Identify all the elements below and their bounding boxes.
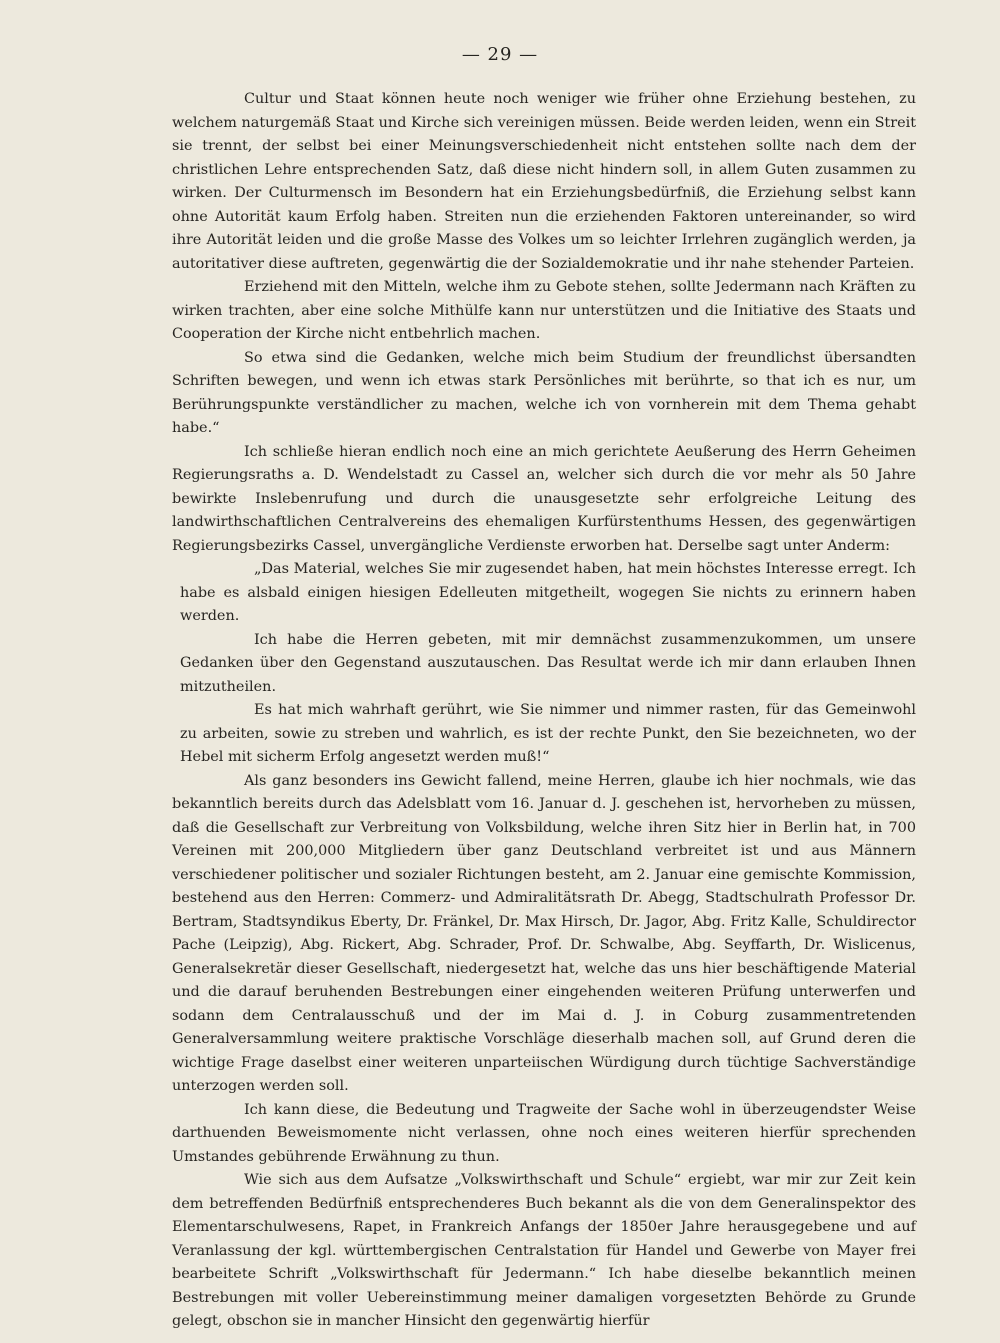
paragraph: Wie sich aus dem Aufsatze „Volkswirthschaft und Schule“ ergiebt, war mir zur Zeit kein dem betreffenden Bedürfniß entsprechenderes Buch bekannt als die von dem Generalinspektor des Elementarschulwesens, Rapet, in Frankreich Anfangs der 1850er Jahre herausgegebene und auf Veranlassung der kgl. württembergischen Centralstation für Handel und Gewerbe von Mayer frei bearbeitete Schrift „Volkswirthschaft für Jedermann.“ Ich habe dieselbe bekanntlich meinen Bestrebungen mit voller Uebereinstimmung meiner damaligen vorgesetzten Behörde zu Grunde gelegt, obschon sie in mancher Hinsicht den gegenwärtig hierfür	[172, 1172, 916, 1329]
quote-paragraph: „Das Material, welches Sie mir zugesendet haben, hat mein höchstes Interesse erregt. Ich habe es alsbald einigen hiesigen Edelleuten mitgetheilt, wogegen Sie nichts zu erinnern haben werden.	[180, 561, 916, 624]
paragraph: So etwa sind die Gedanken, welche mich beim Studium der freundlichst übersandten Schriften bewegen, und wenn ich etwas stark Persönliches mit berührte, so that ich es nur, um Berührungspunkte verständlicher zu machen, welche ich von vornherein mit dem Thema gehabt habe.“	[172, 349, 916, 436]
paragraph: Ich schließe hieran endlich noch eine an mich gerichtete Aeußerung des Herrn Geheimen Regierungsraths a. D. Wendelstadt zu Cassel an, welcher sich durch die vor mehr als 50 Jahre bewirkte Inslebenrufung und durch die unausgesetzte sehr erfolgreiche Leitung des landwirthschaftlichen Centralvereins des ehemaligen Kurfürstenthums Hessen, des gegenwärtigen Regierungsbezirks Cassel, unvergängliche Verdienste erworben hat. Derselbe sagt unter Anderm:	[172, 443, 916, 554]
paragraph: Cultur und Staat können heute noch weniger wie früher ohne Erziehung bestehen, zu welchem naturgemäß Staat und Kirche sich vereinigen müssen. Beide werden leiden, wenn ein Streit sie trennt, der selbst bei einer Meinungsverschiedenheit nicht entstehen sollte nach dem der christlichen Lehre entsprechenden Satz, daß diese nicht hindern soll, in allem Guten zusammen zu wirken. Der Culturmensch im Besondern hat ein Erziehungsbedürfniß, die Erziehung selbst kann ohne Autorität kaum Erfolg haben. Streiten nun die erziehenden Faktoren untereinander, so wird ihre Autorität leiden und die große Masse des Volkes um so leichter Irrlehren zugänglich werden, ja autoritativer diese auftreten, gegenwärtig die der Sozialdemokratie und ihr nahe stehender Parteien.	[172, 91, 916, 272]
paragraph: Als ganz besonders ins Gewicht fallend, meine Herren, glaube ich hier nochmals, wie das bekanntlich bereits durch das Adelsblatt vom 16. Januar d. J. geschehen ist, hervorheben zu müssen, daß die Gesellschaft zur Verbreitung von Volksbildung, welche ihren Sitz hier in Berlin hat, in 700 Vereinen mit 200,000 Mitgliedern über ganz Deutschland verbreitet ist und aus Männern verschiedener politischer und sozialer Richtungen besteht, am 2. Januar eine gemischte Kommission, bestehend aus den Herren: Commerz- und Admiralitätsrath Dr. Abegg, Stadtschulrath Professor Dr. Bertram, Stadtsyndikus Eberty, Dr. Fränkel, Dr. Max Hirsch, Dr. Jagor, Abg. Fritz Kalle, Schuldirector Pache (Leipzig), Abg. Rickert, Abg. Schrader, Prof. Dr. Schwalbe, Abg. Seyffarth, Dr. Wislicenus, Generalsekretär dieser Gesellschaft, niedergesetzt hat, welche das uns hier beschäftigende Material und die darauf beruhenden Bestrebungen einer eingehenden weiteren Prüfung unterwerfen und sodann dem Centralausschuß und der im Mai d. J. in Coburg zusammentretenden Generalversammlung weitere praktische Vorschläge dieserhalb machen soll, auf Grund deren die wichtige Frage daselbst einer weiteren unparteiischen Würdigung durch tüchtige Sachverständige unterzogen werden soll.	[172, 772, 916, 1094]
quotation	[180, 558, 916, 770]
paragraph: Ich kann diese, die Bedeutung und Tragweite der Sache wohl in überzeugendster Weise darthuenden Beweismomente nicht verlassen, ohne noch eines weiteren hierfür sprechenden Umstandes gebührende Erwähnung zu thun.	[172, 1101, 916, 1165]
body-text	[172, 88, 916, 1334]
quote-paragraph: Ich habe die Herren gebeten, mit mir demnächst zusammenzukommen, um unsere Gedanken über den Gegenstand auszutauschen. Das Resultat werde ich mir dann erlauben Ihnen mitzutheilen.	[180, 631, 916, 695]
paragraph: Erziehend mit den Mitteln, welche ihm zu Gebote stehen, sollte Jedermann nach Kräften zu wirken trachten, aber eine solche Mithülfe kann nur unterstützen und die Initiative des Staats und Cooperation der Kirche nicht entbehrlich machen.	[172, 279, 916, 342]
quote-paragraph: Es hat mich wahrhaft gerührt, wie Sie nimmer und nimmer rasten, für das Gemeinwohl zu arbeiten, sowie zu streben und wahrlich, es ist der rechte Punkt, den Sie bezeichneten, wo der Hebel mit sicherm Erfolg angesetzt werden muß!“	[180, 702, 916, 765]
page-number: — 29 —	[461, 44, 539, 65]
